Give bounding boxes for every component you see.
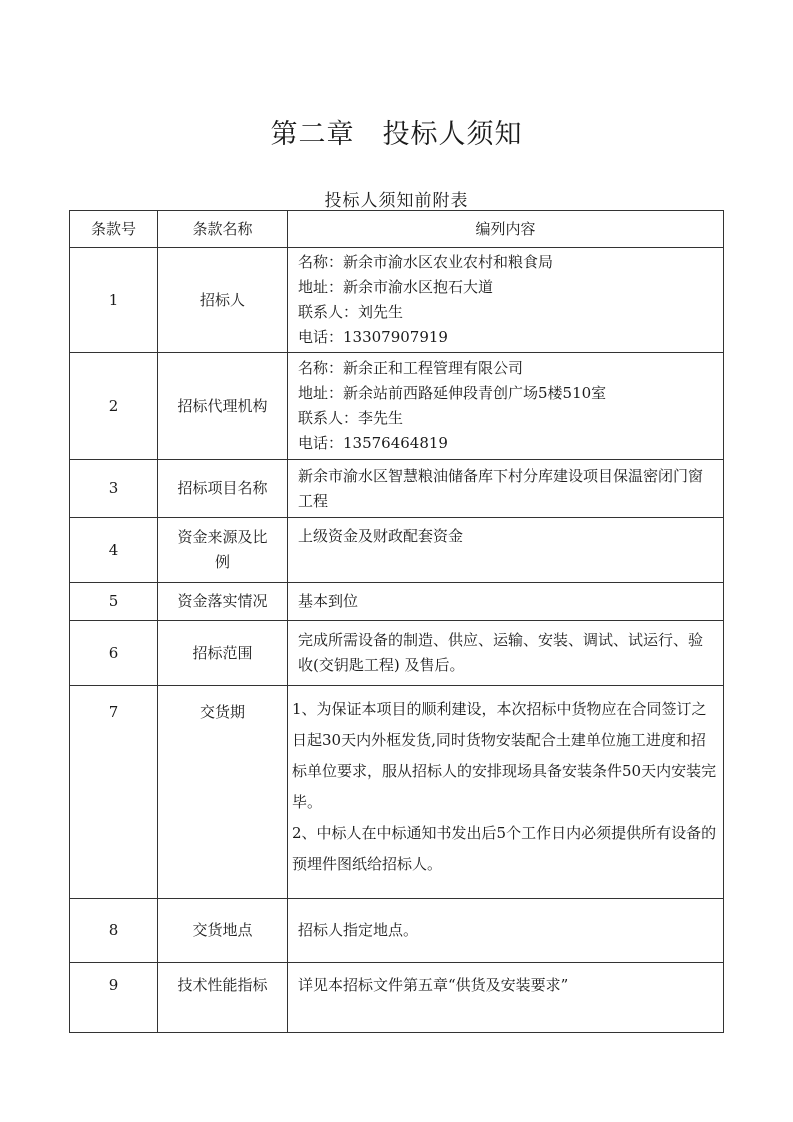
clause-number: 7	[70, 686, 158, 899]
content-line: 上级资金及财政配套资金	[298, 527, 464, 545]
clause-name: 招标项目名称	[158, 460, 288, 518]
clause-content	[288, 518, 724, 583]
table-row	[70, 686, 724, 899]
clause-content	[288, 583, 724, 621]
notice-table	[69, 210, 724, 1033]
table-row	[70, 963, 724, 1033]
table-row	[70, 460, 724, 518]
clause-name: 招标人	[158, 248, 288, 353]
content-line: 地址：新余市渝水区抱石大道	[298, 278, 494, 296]
clause-name: 招标范围	[158, 621, 288, 686]
table-row	[70, 621, 724, 686]
content-line: 联系人：刘先生	[298, 303, 404, 321]
table-row	[70, 248, 724, 353]
clause-number: 4	[70, 518, 158, 583]
table-row	[70, 583, 724, 621]
table-row	[70, 899, 724, 963]
header-clause-name: 条款名称	[158, 211, 288, 248]
clause-content	[288, 963, 724, 1033]
content-line: 2、中标人在中标通知书发出后5个工作日内必须提供所有设备的预埋件图纸给招标人。	[292, 824, 717, 873]
clause-number: 9	[70, 963, 158, 1033]
content-line: 新余市渝水区智慧粮油储备库下村分库建设项目保温密闭门窗工程	[298, 466, 704, 510]
clause-number: 3	[70, 460, 158, 518]
content-line: 完成所需设备的制造、供应、运输、安装、调试、试运行、验收(交钥匙工程) 及售后。	[298, 631, 704, 674]
table-header-row	[70, 211, 724, 248]
clause-number: 1	[70, 248, 158, 353]
header-clause-number: 条款号	[70, 211, 158, 248]
clause-number: 8	[70, 899, 158, 963]
content-line: 名称：新余市渝水区农业农村和粮食局	[298, 253, 554, 271]
content-line: 联系人：李先生	[298, 409, 404, 427]
clause-name: 资金落实情况	[158, 583, 288, 621]
clause-name: 技术性能指标	[158, 963, 288, 1033]
clause-number: 5	[70, 583, 158, 621]
content-line: 电话：13307907919	[298, 328, 448, 346]
clause-content	[288, 899, 724, 963]
clause-name: 招标代理机构	[158, 353, 288, 460]
content-line: 电话：13576464819	[298, 434, 448, 452]
clause-name: 资金来源及比例	[158, 518, 288, 583]
clause-content	[288, 248, 724, 353]
content-line: 地址：新余站前西路延伸段青创广场5楼510室	[298, 384, 607, 402]
table-row	[70, 353, 724, 460]
content-line: 1、为保证本项目的顺利建设，本次招标中货物应在合同签订之日起30天内外框发货,同时货物安装配合土建单位施工进度和招标单位要求，服从招标人的安排现场具备安装条件50天内安装完毕。	[292, 700, 717, 811]
table-row	[70, 518, 724, 583]
clause-content	[288, 353, 724, 460]
clause-content	[288, 460, 724, 518]
header-content: 编列内容	[288, 211, 724, 248]
clause-content	[288, 621, 724, 686]
clause-content	[288, 686, 724, 899]
content-line: 基本到位	[298, 592, 359, 610]
clause-name: 交货期	[158, 686, 288, 899]
content-line: 名称：新余正和工程管理有限公司	[298, 359, 524, 377]
clause-number: 2	[70, 353, 158, 460]
content-line: 招标人指定地点。	[298, 921, 419, 939]
clause-name: 交货地点	[158, 899, 288, 963]
content-line: 详见本招标文件第五章“供货及安装要求”	[298, 976, 569, 994]
table-title: 投标人须知前附表	[324, 191, 469, 211]
clause-number: 6	[70, 621, 158, 686]
chapter-title: 第二章 投标人须知	[270, 119, 523, 150]
